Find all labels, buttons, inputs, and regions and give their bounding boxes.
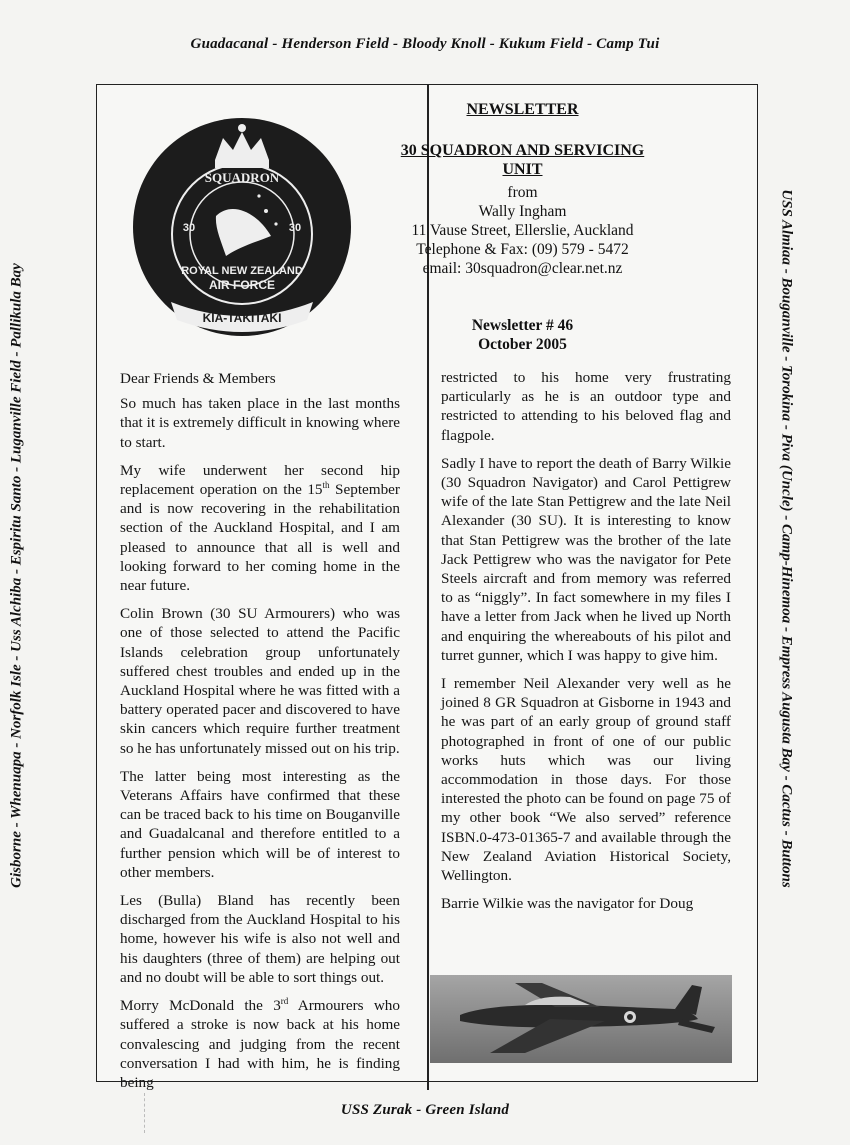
paragraph: Colin Brown (30 SU Armourers) who was one of those selected to attend the Pacific Islands celebration group unfortunately suffered chest troubles and ended up in the Auckland Hospital where he was fitted with a battery operated pacer and discovered to have skin cancers which require further treatment so he has unfortunately missed out on his trip. xyxy=(120,605,400,757)
rnzaf-squadron-badge-icon xyxy=(131,116,353,338)
emblem-motto: KIA-TAKITAKI xyxy=(202,311,282,325)
from-label: from xyxy=(507,184,538,201)
binder-holes-mark xyxy=(144,1093,185,1133)
paragraph: Les (Bulla) Bland has recently been discharged from the Auckland Hospital to his home, however his wife is also not well and his daughters (three of them) are helping out and no doubt will be able to sort things out. xyxy=(120,892,400,986)
issue-number: Newsletter # 46 xyxy=(471,317,574,334)
newsletter-header xyxy=(400,100,645,354)
emblem-ring-left: 30 xyxy=(182,222,196,234)
editor-name: Wally Ingham xyxy=(478,203,567,220)
editor-email: email: 30squadron@clear.net.nz xyxy=(422,260,623,277)
emblem-ring-top: SQUADRON xyxy=(204,170,280,185)
paragraph: I remember Neil Alexander very well as he joined 8 GR Squadron at Gisborne in 1943 and he was part of an early group of ground staff photographed in front of one of our public works huts which was our living accommodation in those days. For those interested the photo can be found on page 75 of my other book “We also served” reference ISBN.0-473-01365-7 and available through the New Zealand Aviation Historical Society, Wellington. xyxy=(441,675,731,885)
left-place-band: Gisborne - Whenuapa - Norfolk Isle - Uss Alchiba - Espiritu Santo - Luganville Field - Pallikula Bay xyxy=(8,263,25,888)
editor-phone: Telephone & Fax: (09) 579 - 5472 xyxy=(416,241,629,258)
editor-street: 11 Vause Street, Ellerslie, Auckland xyxy=(411,222,634,239)
emblem-name-line1: ROYAL NEW ZEALAND xyxy=(181,265,303,277)
left-column xyxy=(120,369,400,1101)
paragraph: Sadly I have to report the death of Barry Wilkie (30 Squadron Navigator) and Carol Pettigrew wife of the late Stan Pettigrew and the late Neil Alexander (30 SU). It is interesting to know that Stan Pettigrew was the brother of the late Jack Pettigrew who was the navigator for Pete Steels aircraft and from memory was referred to as “niggly”. In fact somewhere in my files I have a letter from Jack when he lived up North and enquiring the whereabouts of his pilot and turret gunner, which I was happy to give him. xyxy=(441,454,731,664)
paragraph: My wife underwent her second hip replacement operation on the 15th September and is now recovering in the rehabilitation section of the Auckland Hospital, and I am pleased to announce that all is well and looking forward to her coming home in the near future. xyxy=(120,461,400,595)
greeting: Dear Friends & Members xyxy=(120,370,276,387)
top-place-band: Guadacanal - Henderson Field - Bloody Knoll - Kukum Field - Camp Tui xyxy=(190,36,660,52)
aircraft-photo-icon xyxy=(430,975,732,1063)
paragraph: Morry McDonald the 3rd Armourers who suffered a stroke is now back at his home convalescing and judging from the recent conversation I had with him, he is finding being xyxy=(120,996,400,1091)
paragraph: The latter being most interesting as the Veterans Affairs have confirmed that these can be traced back to his time on Bouganville and Guadalcanal and therefore entitled to a further pension which will be of interest to other members. xyxy=(120,767,400,881)
emblem-ring-right: 30 xyxy=(288,222,302,234)
paragraph: restricted to his home very frustrating particularly as he is an outdoor type and restricted to attending to his beloved flag and flagpole. xyxy=(441,369,731,444)
paragraph: So much has taken place in the last months that it is extremely difficult in knowing where to start. xyxy=(120,395,400,451)
bottom-place-band: USS Zurak - Green Island xyxy=(340,1102,510,1118)
right-column xyxy=(441,368,731,922)
newsletter-title: NEWSLETTER xyxy=(466,101,579,118)
right-place-band: USS Almiaa - Bouganville - Torokina - Piva (Uncle) - Camp-Hinemoa - Empress Augusta Bay - Cactus - Buttons xyxy=(778,189,795,888)
issue-date: October 2005 xyxy=(478,336,567,353)
paragraph: Barrie Wilkie was the navigator for Doug xyxy=(441,895,694,913)
squadron-title: 30 SQUADRON AND SERVICING UNIT xyxy=(400,142,645,178)
emblem-name-line2: AIR FORCE xyxy=(209,278,275,292)
